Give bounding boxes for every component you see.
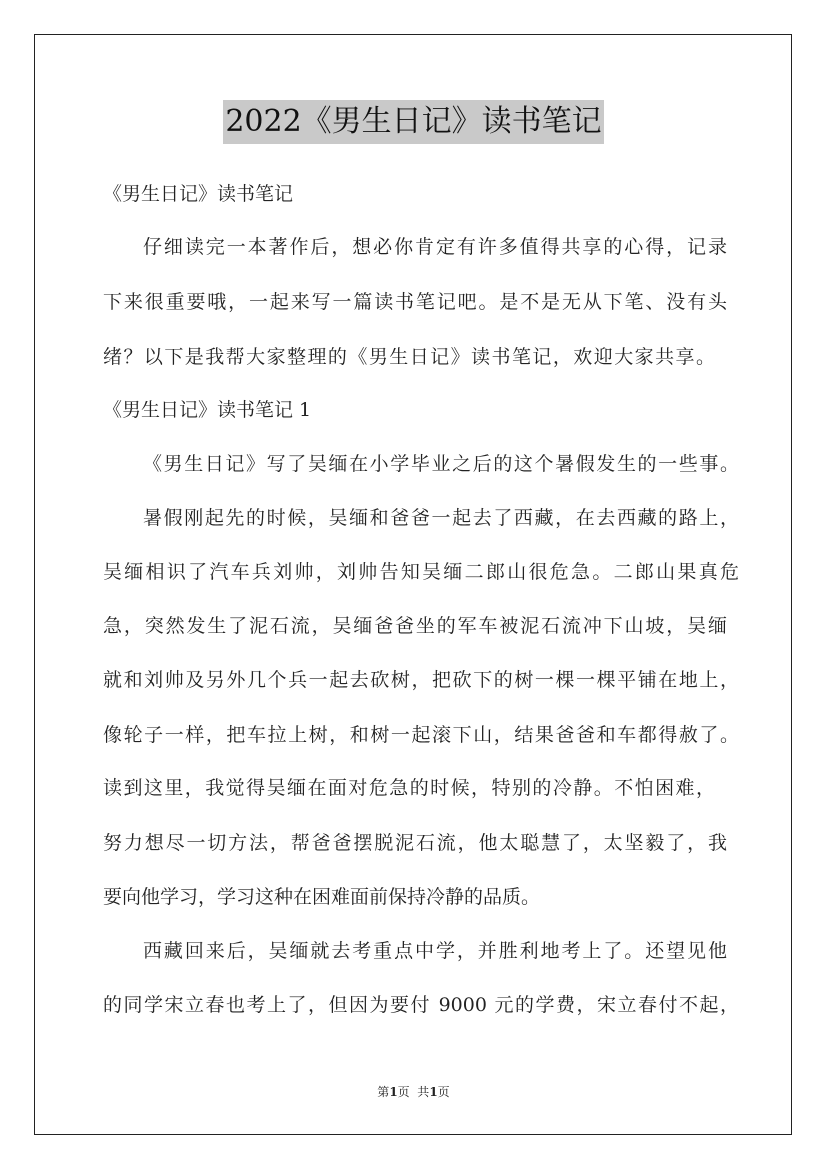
text-line: 西藏回来后，吴缅就去考重点中学，并胜利地考上了。还望见他 bbox=[143, 940, 727, 962]
text-line: 急，突然发生了泥石流，吴缅爸爸坐的军车被泥石流冲下山坡，吴缅 bbox=[103, 615, 727, 637]
text-line: 吴缅相识了汽车兵刘帅，刘帅告知吴缅二郎山很危急。二郎山果真危 bbox=[103, 561, 739, 583]
text-line: 绪？以下是我帮大家整理的《男生日记》读书笔记，欢迎大家共享。 bbox=[103, 346, 715, 368]
title-container bbox=[0, 100, 827, 144]
footer-suffix: 页 bbox=[437, 1085, 450, 1099]
text-line: 暑假刚起先的时候，吴缅和爸爸一起去了西藏，在去西藏的路上， bbox=[143, 507, 739, 529]
text-line: 《男生日记》写了吴缅在小学毕业之后的这个暑假发生的一些事。 bbox=[143, 453, 739, 475]
text-line: 的同学宋立春也考上了，但因为要付 9000 元的学费，宋立春付不起， bbox=[103, 994, 739, 1016]
subtitle-line: 《男生日记》读书笔记 bbox=[103, 183, 294, 205]
page-footer bbox=[0, 1083, 827, 1100]
text-line: 读到这里，我觉得吴缅在面对危急的时候，特别的冷静。不怕困难， bbox=[103, 777, 715, 799]
section-heading: 《男生日记》读书笔记 1 bbox=[103, 399, 312, 421]
document-title: 2022《男生日记》读书笔记 bbox=[223, 100, 603, 144]
text-line: 下来很重要哦，一起来写一篇读书笔记吧。是不是无从下笔、没有头 bbox=[103, 291, 727, 313]
page-current: 1 bbox=[389, 1085, 398, 1099]
footer-prefix: 第 bbox=[377, 1085, 390, 1099]
text-line: 仔细读完一本著作后，想必你肯定有许多值得共享的心得，记录 bbox=[143, 236, 727, 258]
text-line: 努力想尽一切方法，帮爸爸摆脱泥石流，他太聪慧了，太坚毅了，我 bbox=[103, 832, 727, 854]
text-line: 就和刘帅及另外几个兵一起去砍树，把砍下的树一棵一棵平铺在地上， bbox=[103, 669, 739, 691]
page-total: 1 bbox=[429, 1085, 438, 1099]
footer-mid: 页 共 bbox=[397, 1085, 430, 1099]
text-line: 像轮子一样，把车拉上树，和树一起滚下山，结果爸爸和车都得赦了。 bbox=[103, 724, 739, 746]
text-line: 要向他学习，学习这种在困难面前保持冷静的品质。 bbox=[103, 886, 541, 908]
